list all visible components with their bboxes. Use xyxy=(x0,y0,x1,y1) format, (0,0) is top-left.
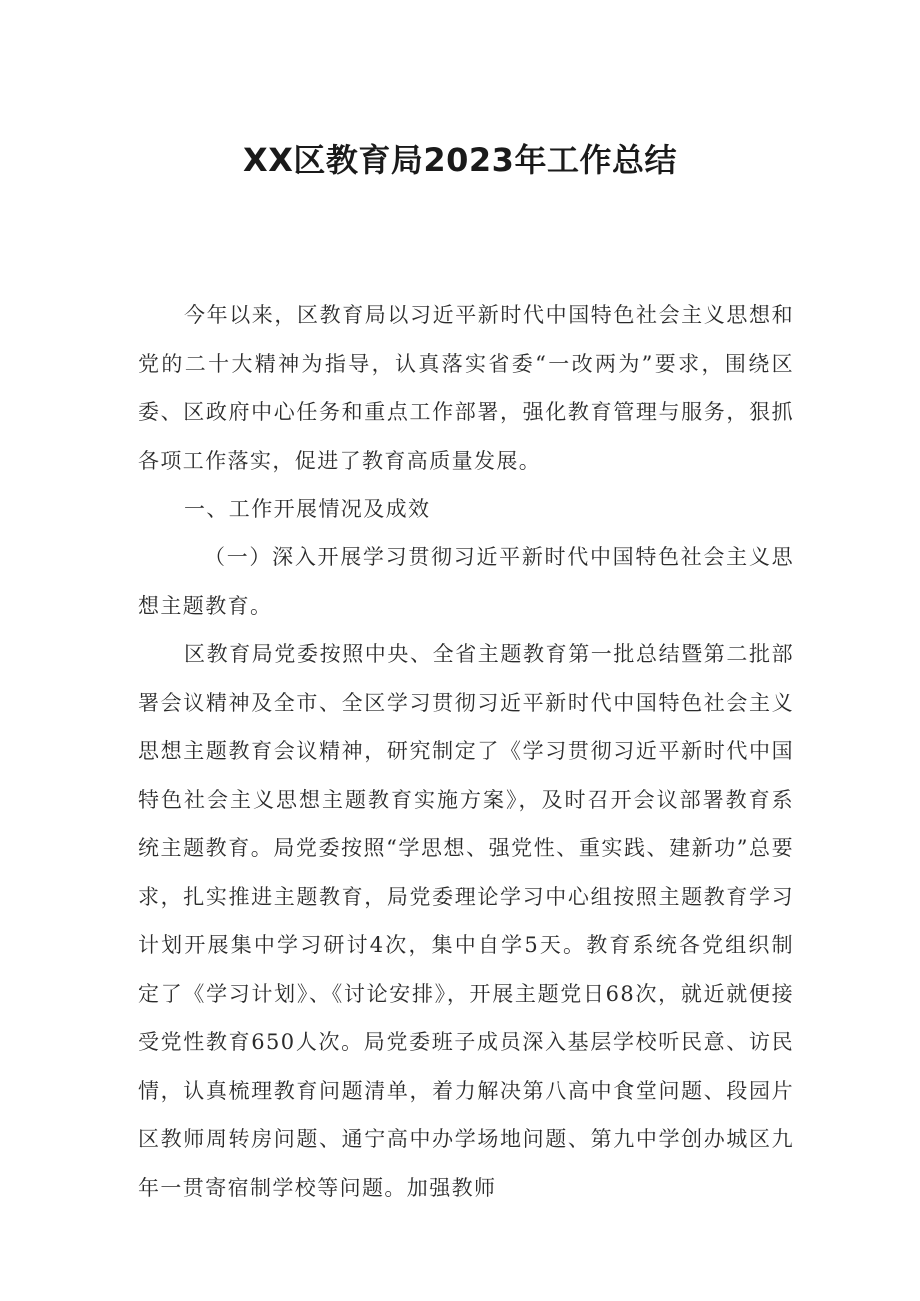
document-title: XX区教育局2023年工作总结 xyxy=(243,141,677,179)
subsection-heading: （一）深入开展学习贯彻习近平新时代中国特色社会主义思想主题教育。 xyxy=(138,545,794,618)
section-heading: 一、工作开展情况及成效 xyxy=(184,497,431,521)
body-paragraph: 区教育局党委按照中央、全省主题教育第一批总结暨第二批部署会议精神及全市、全区学习贯彻习近平新时代中国特色社会主义思想主题教育会议精神，研究制定了《学习贯彻习近平新时代中国特色社会主义思想主题教育实施方案》，及时召开会议部署教育系统主题教育。局党委按照“学思想、强党性、重实践、建新功”总要求，扎实推进主题教育，局党委理论学习中心组按照主题教育学习计划开展集中学习研讨4次，集中自学5天。教育系统各党组织制定了《学习计划》、《讨论安排》，开展主题党日68次，就近就便接受党性教育650人次。局党委班子成员深入基层学校听民意、访民情，认真梳理教育问题清单，着力解决第八高中食堂问题、段园片区教师周转房问题、通宁高中办学场地问题、第九中学创办城区九年一贯寄宿制学校等问题。加强教师 xyxy=(138,642,794,1200)
intro-paragraph: 今年以来，区教育局以习近平新时代中国特色社会主义思想和党的二十大精神为指导，认真落实省委“一改两为”要求，围绕区委、区政府中心任务和重点工作部署，强化教育管理与服务，狠抓各项工作落实，促进了教育高质量发展。 xyxy=(138,303,794,473)
